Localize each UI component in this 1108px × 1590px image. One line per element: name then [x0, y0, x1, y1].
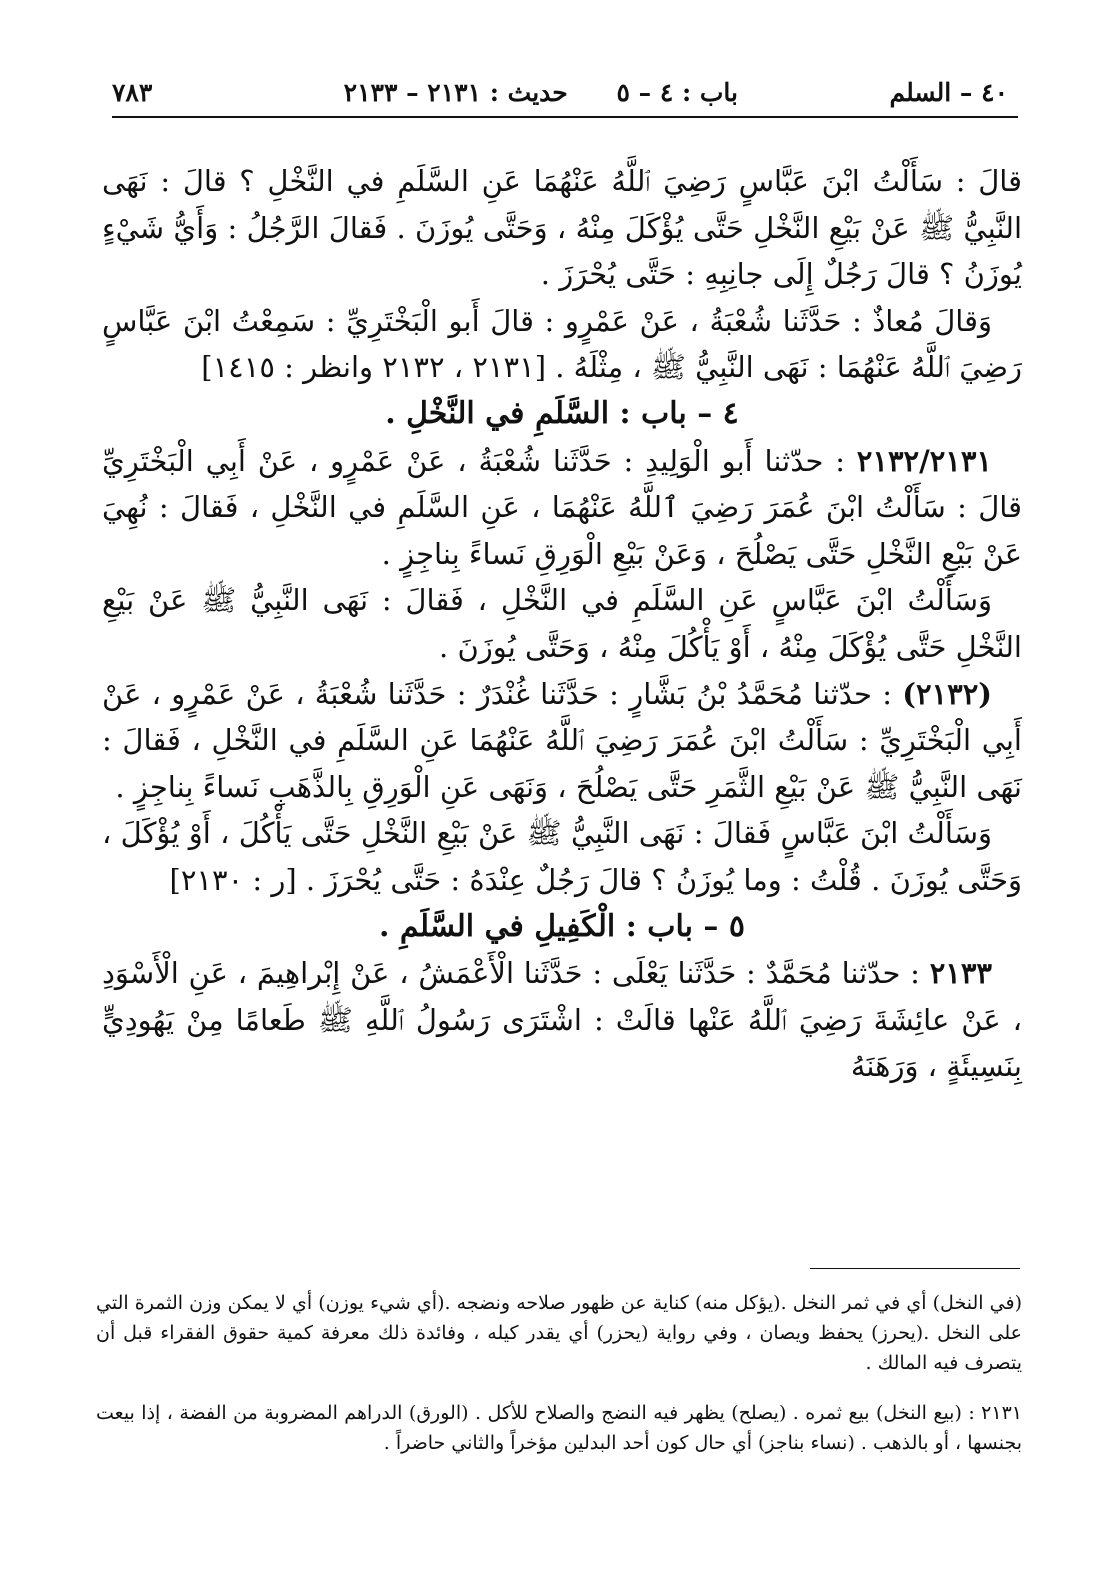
hadith-paragraph	[102, 438, 1022, 578]
hadith-text: : حدّثنا أَبو الْوَلِيدِ : حَدَّثَنا شُعْبَةُ ، عَنْ عَمْرٍو ، عَنْ أَبِي الْبَخْتَرِيِّ قالَ : سَأَلْتُ ابْنَ عُمَرَ رَضِيَ ٱللَّهُ عَنْهُمَا ، عَنِ السَّلَمِ في النَّخْلِ ، فَقالَ : نُهِيَ عَنْ بَيْعِ النَّخْلِ حَتَّى يَصْلُحَ ، وَعَنْ بَيْعِ الْوَرِقِ نَساءً بِناجِزٍ .	[102, 443, 1022, 571]
page-header	[112, 72, 1018, 118]
hadith-number: ٢١٣٢/٢١٣١	[856, 443, 992, 478]
hadith-number: ٢١٣٣	[929, 956, 992, 991]
chapter-heading: ٤ – باب : السَّلَمِ في النَّخْلِ .	[385, 395, 739, 431]
hadith-number: (٢١٣٢)	[902, 676, 993, 711]
main-text	[102, 158, 1022, 1090]
chapter-heading: ٥ – باب : الْكَفِيلِ في السَّلَمِ .	[379, 908, 745, 944]
footnote: ٢١٣١ : (بيع النخل) بيع ثمره . (يصلح) يظهر فيه النضج والصلاح للأكل . (الورق) الدراهم المضروبة من الفضة ، إذا بيعت بجنسها ، أو بالذهب . (نساء بناجز) أي حال كون أحد البدلين مؤخراً والثاني حاضراً .	[96, 1402, 1022, 1454]
hadith-reference: حديث : ٢١٣١ – ٢١٣٣	[343, 78, 568, 107]
paragraph: وَقالَ مُعاذٌ : حَدَّثَنا شُعْبَةُ ، عَنْ عَمْرٍو : قالَ أَبو الْبَخْتَرِيِّ : سَمِعْتُ ابْنَ عَبَّاسٍ رَضِيَ ٱللَّهُ عَنْهُمَا : نَهَى النَّبِيُّ ﷺ ، مِثْلَهُ . [٢١٣١ ، ٢١٣٢ وانظر : ١٤١٥]	[102, 303, 1022, 385]
header-references	[304, 78, 738, 107]
hadith-text: : حدّثنا مُحَمَّدٌ : حَدَّثَنا يَعْلَى : حَدَّثَنا الْأَعْمَشُ ، عَنْ إِبْراهِيمَ ، عَنِ الْأَسْوَدِ ، عَنْ عائِشَةَ رَضِيَ ٱللَّهُ عَنْها قالَتْ : اشْتَرَى رَسُولُ ٱللَّهِ ﷺ طَعامًا مِنْ يَهُودِيٍّ بِنَسِيئَةٍ ، وَرَهَنَهُ	[102, 956, 1022, 1084]
footnotes	[96, 1288, 1022, 1458]
paragraph: وَسَأَلْتُ ابْنَ عَبَّاسٍ عَنِ السَّلَمِ في النَّخْلِ ، فَقالَ : نَهَى النَّبِيُّ ﷺ عَنْ بَيْعِ النَّخْلِ حَتَّى يُؤْكَلَ مِنْهُ ، أَوْ يَأْكُلَ مِنْهُ ، وَحَتَّى يُوزَنَ .	[102, 583, 1022, 664]
hadith-paragraph	[102, 671, 1022, 811]
paragraph: وَسَأَلْتُ ابْنَ عَبَّاسٍ فَقالَ : نَهَى النَّبِيُّ ﷺ عَنْ بَيْعِ النَّخْلِ حَتَّى يَأْكُلَ ، أَوْ يُؤْكَلَ ، وَحَتَّى يُوزَنَ . قُلْتُ : وما يُوزَنُ ؟ قالَ رَجُلٌ عِنْدَهُ : حَتَّى يُحْرَزَ . [ر : ٢١٣٠]	[102, 816, 1022, 897]
footnote-divider	[810, 1268, 1020, 1269]
paragraph: قالَ : سَأَلْتُ ابْنَ عَبَّاسٍ رَضِيَ ٱللَّهُ عَنْهُمَا عَنِ السَّلَمِ في النَّخْلِ ؟ قالَ : نَهَى النَّبِيُّ ﷺ عَنْ بَيْعِ النَّخْلِ حَتَّى يُؤْكَلَ مِنْهُ ، وَحَتَّى يُوزَنَ . فَقالَ الرَّجُلُ : وَأَيُّ شَيْءٍ يُوزَنُ ؟ قالَ رَجُلٌ إِلَى جانِبِهِ : حَتَّى يُحْرَزَ .	[102, 164, 1022, 292]
bab-reference: باب : ٤ – ٥	[616, 78, 738, 107]
page-number: ٧٨٣	[112, 78, 153, 107]
hadith-text: : حدّثنا مُحَمَّدُ بْنُ بَشَّارٍ : حَدَّثَنا غُنْدَرٌ : حَدَّثَنا شُعْبَةُ ، عَنْ عَمْرٍو ، عَنْ أَبِي الْبَخْتَرِيِّ : سَأَلْتُ ابْنَ عُمَرَ رَضِيَ ٱللَّهُ عَنْهُمَا عَنِ السَّلَمِ في النَّخْلِ ، فَقالَ : نَهَى النَّبِيُّ ﷺ عَنْ بَيْعِ الثَّمَرِ حَتَّى يَصْلُحَ ، وَنَهَى عَنِ الْوَرِقِ بِالذَّهَبِ نَساءً بِناجِزٍ .	[102, 676, 1022, 804]
hadith-paragraph	[102, 950, 1022, 1090]
footnote: (في النخل) أي في ثمر النخل .(يؤكل منه) كناية عن ظهور صلاحه ونضجه .(أي شيء يوزن) أي لا يمكن وزن الثمرة التي على النخل .(يحرز) يحفظ ويصان ، وفي رواية (يحزر) أي يقدر كيله ، وفائدة ذلك معرفة كمية حقوق الفقراء قبل أن يتصرف فيه المالك .	[96, 1292, 1022, 1374]
chapter-title: ٤٠ – السلم	[889, 78, 1008, 107]
